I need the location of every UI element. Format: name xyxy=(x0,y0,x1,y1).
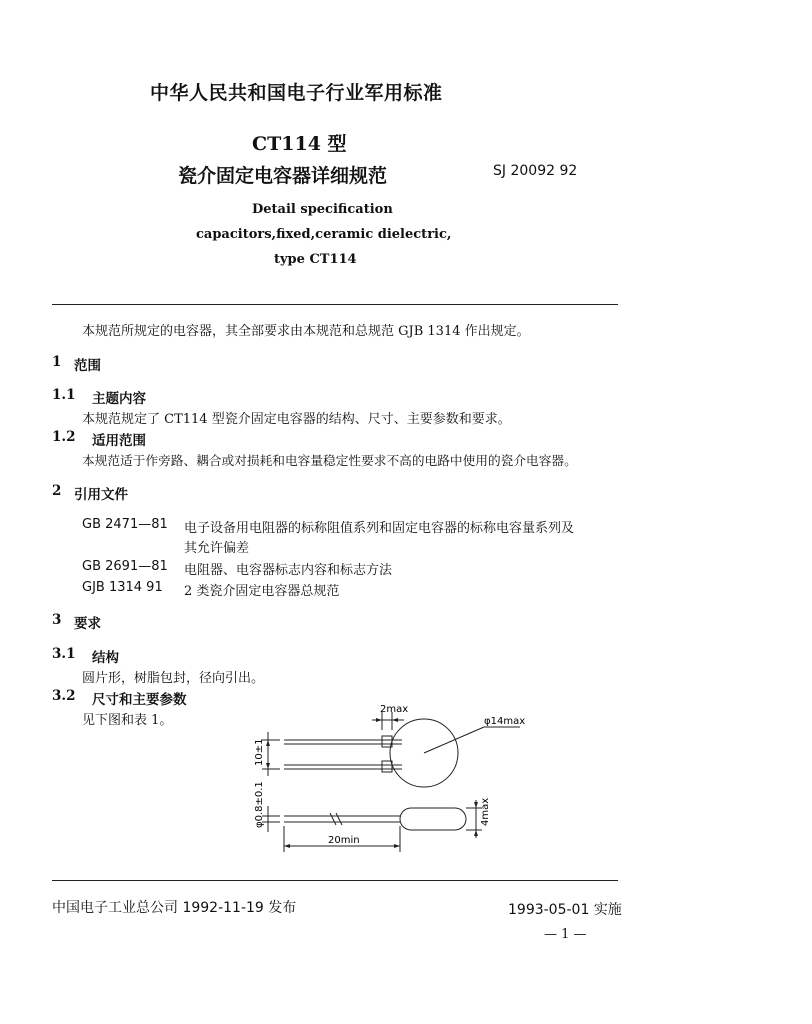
intro-paragraph: 本规范所规定的电容器，其全部要求由本规范和总规范 GJB 1314 作出规定。 xyxy=(82,324,530,339)
dim-lead-offset: 2max xyxy=(380,704,409,715)
section-3-1-title: 结构 xyxy=(92,650,119,666)
footer-divider xyxy=(52,880,618,881)
dim-lead-pitch: 10±1 xyxy=(254,738,265,766)
dim-diameter: φ14max xyxy=(484,716,526,727)
doc-title-main: 瓷介固定电容器详细规范 xyxy=(178,165,388,187)
standard-number: SJ 20092 92 xyxy=(493,163,578,179)
issue-date: 中国电子工业总公司 1992-11-19 发布 xyxy=(52,900,297,916)
section-1-1-text: 本规范规定了 CT114 型瓷介固定电容器的结构、尺寸、主要参数和要求。 xyxy=(82,412,511,427)
section-1-1-title: 主题内容 xyxy=(92,391,146,407)
section-2-number: 2 xyxy=(52,483,62,499)
effective-date: 1993-05-01 实施 xyxy=(508,902,622,918)
dim-lead-length: 20min xyxy=(328,835,360,846)
dim-thickness: 4max xyxy=(480,797,491,826)
english-title-line2: capacitors,fixed,ceramic dielectric, xyxy=(196,227,452,242)
section-1-2-text: 本规范适于作旁路、耦合或对损耗和电容量稳定性要求不高的电路中使用的瓷介电容器。 xyxy=(82,453,577,468)
ref-3-text: 2 类瓷介固定电容器总规范 xyxy=(184,584,340,599)
ref-1-text-cont: 其允许偏差 xyxy=(184,541,250,556)
section-2-title: 引用文件 xyxy=(74,487,128,503)
page-number: — 1 — xyxy=(544,927,587,942)
section-3-1-text: 圆片形，树脂包封，径向引出。 xyxy=(82,671,265,686)
section-3-title: 要求 xyxy=(74,616,101,632)
section-1-title: 范围 xyxy=(74,358,101,374)
section-3-2-title: 尺寸和主要参数 xyxy=(92,692,187,708)
section-1-number: 1 xyxy=(52,354,62,370)
ref-2-text: 电阻器、电容器标志内容和标志方法 xyxy=(184,563,393,578)
section-1-2-number: 1.2 xyxy=(52,429,76,445)
english-title-line3: type CT114 xyxy=(274,252,357,267)
ref-3-code: GJB 1314 91 xyxy=(82,580,163,595)
issuing-body-header: 中华人民共和国电子行业军用标准 xyxy=(150,82,443,104)
section-3-1-number: 3.1 xyxy=(52,646,76,662)
ref-2-code: GB 2691—81 xyxy=(82,559,168,574)
section-3-2-text: 见下图和表 1。 xyxy=(82,713,173,728)
ref-1-text: 电子设备用电阻器的标称阻值系列和固定电容器的标称电容量系列及 xyxy=(184,521,575,536)
section-3-number: 3 xyxy=(52,612,62,628)
section-3-2-number: 3.2 xyxy=(52,688,76,704)
section-1-1-number: 1.1 xyxy=(52,387,76,403)
section-1-2-title: 适用范围 xyxy=(92,433,146,449)
capacitor-disc-side xyxy=(400,808,466,830)
ref-1-code: GB 2471—81 xyxy=(82,517,168,532)
english-title-line1: Detail specification xyxy=(252,202,393,217)
doc-title-model: CT114 型 xyxy=(252,133,347,155)
dim-wire-diameter: φ0.8±0.1 xyxy=(254,781,265,828)
